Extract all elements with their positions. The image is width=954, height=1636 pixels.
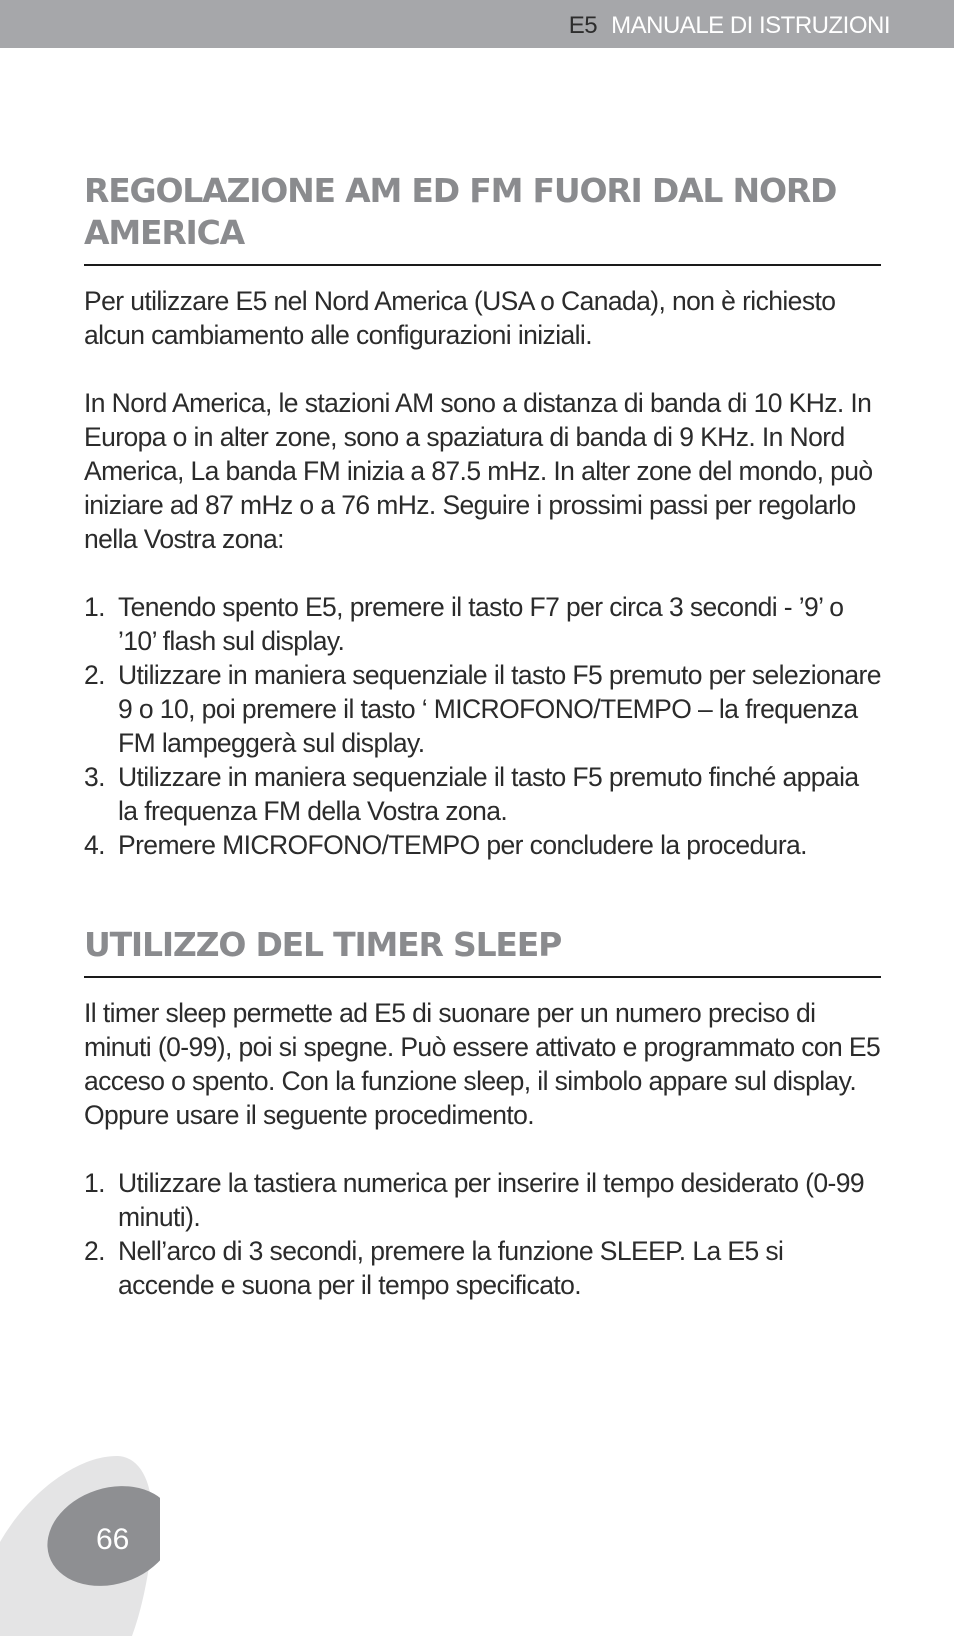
paragraph: In Nord America, le stazioni AM sono a distanza di banda di 10 KHz. In Europa o in alter zone, sono a spaziatura di banda di 9 KHz. In Nord America, La banda FM inizia a 87.5 mHz. In alter zone del mondo, può iniziare ad 87 mHz o a 76 mHz. Seguire i prossimi passi per regolarlo nella Vostra zona: bbox=[84, 388, 873, 554]
list-item bbox=[84, 828, 881, 862]
step-text: Nell’arco di 3 secondi, premere la funzione SLEEP. La E5 si accende e suona per il tempo specificato. bbox=[118, 1236, 784, 1300]
step-text: Utilizzare in maniera sequenziale il tasto F5 premuto finché appaia la frequenza FM della Vostra zona. bbox=[118, 762, 859, 826]
paragraph: Il timer sleep permette ad E5 di suonare per un numero preciso di minuti (0-99), poi si spegne. Può essere attivato e programmato con E5 acceso o spento. Con la funzione sleep, il simbolo appare sul display. Oppure usare il seguente procedimento. bbox=[84, 998, 881, 1130]
page-number: 66 bbox=[96, 1523, 130, 1556]
model-name: E5 bbox=[568, 12, 598, 39]
section-heading: UTILIZZO DEL TIMER SLEEP bbox=[84, 924, 881, 978]
list-item bbox=[84, 658, 881, 760]
list-item bbox=[84, 760, 881, 828]
step-text: Utilizzare in maniera sequenziale il tasto F5 premuto per selezionare 9 o 10, poi premere il tasto ‘ MICROFONO/TEMPO – la frequenza FM lampeggerà sul display. bbox=[118, 660, 881, 758]
step-number: 1. bbox=[84, 1168, 105, 1198]
list-item bbox=[84, 590, 881, 658]
header-bar bbox=[0, 0, 954, 48]
paragraph: Per utilizzare E5 nel Nord America (USA o Canada), non è richiesto alcun cambiamento alle configurazioni iniziali. bbox=[84, 286, 836, 350]
step-text: Utilizzare la tastiera numerica per inserire il tempo desiderato (0-99 minuti). bbox=[118, 1168, 864, 1232]
section-am-fm-adjustment bbox=[84, 170, 881, 862]
section-heading: REGOLAZIONE AM ED FM FUORI DAL NORD AMERICA bbox=[84, 170, 881, 266]
running-header bbox=[569, 12, 890, 40]
step-text: Premere MICROFONO/TEMPO per concludere la procedura. bbox=[118, 830, 807, 860]
list-item bbox=[84, 1166, 881, 1234]
step-number: 3. bbox=[84, 762, 105, 792]
manual-title: MANUALE DI ISTRUZIONI bbox=[611, 12, 890, 39]
step-text: Tenendo spento E5, premere il tasto F7 per circa 3 secondi - ’9’ o ’10’ flash sul display. bbox=[118, 592, 844, 656]
steps-list bbox=[84, 1166, 881, 1302]
step-number: 4. bbox=[84, 830, 105, 860]
section-sleep-timer bbox=[84, 924, 881, 1302]
page-content bbox=[84, 170, 881, 1302]
page-number-badge bbox=[0, 1450, 160, 1636]
list-item bbox=[84, 1234, 881, 1302]
steps-list bbox=[84, 590, 881, 862]
step-number: 2. bbox=[84, 1236, 105, 1266]
step-number: 2. bbox=[84, 660, 105, 690]
step-number: 1. bbox=[84, 592, 105, 622]
